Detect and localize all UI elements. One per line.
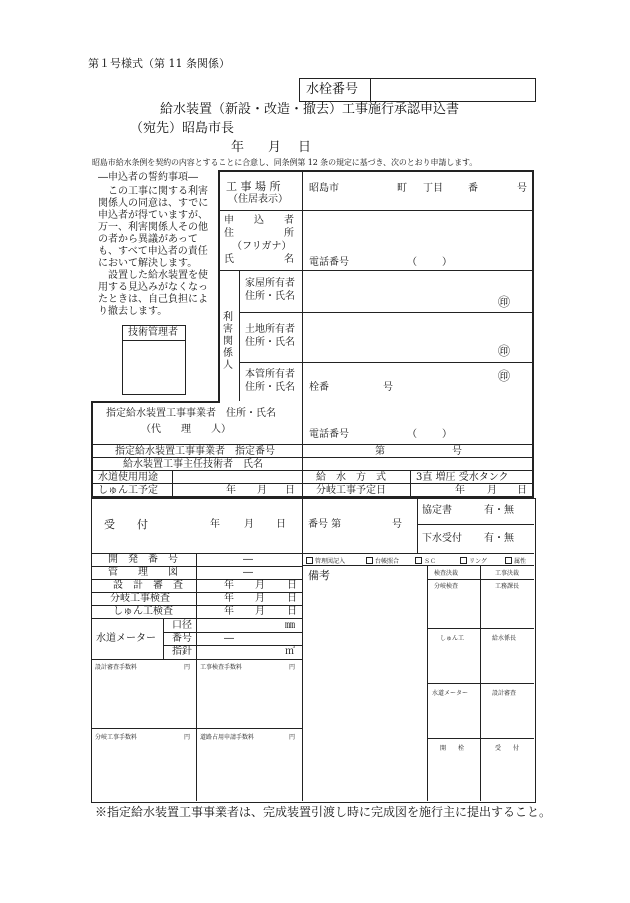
date-year: 年 — [231, 140, 245, 155]
agreement-value[interactable]: 有・無 — [484, 505, 514, 516]
seal-icon: ㊞ — [498, 369, 511, 383]
site-label-sub: （住居表示） — [228, 194, 288, 205]
water-use-label: 水道使用用途 — [98, 472, 158, 483]
page-title: 給水装置（新設・改造・撤去）工事施行承認申込書 — [160, 102, 460, 117]
map-label: 管 理 図 — [108, 567, 178, 578]
pledge-title: ―申込者の誓約事項― — [98, 172, 198, 183]
site-ban: 番 — [468, 183, 478, 194]
branch-date-label: 分岐工事予定日 — [316, 485, 386, 496]
checkbox-attr[interactable]: 属性 — [505, 557, 526, 565]
site-chome: 丁目 — [423, 183, 443, 194]
sewer-label: 下水受付 — [422, 533, 462, 544]
house-owner-sub: 住所・氏名 — [245, 291, 295, 302]
site-label: 工 事 場 所 — [226, 180, 281, 193]
branch-inspection-label: 分岐工事検査 — [110, 593, 170, 604]
completion-inspection-label: しゅん工検査 — [113, 606, 173, 617]
contractor-label: 指定給水装置工事事業者 住所・氏名 — [106, 408, 276, 419]
fee-design-label: 設計審査手数料 — [95, 664, 138, 671]
address-label: 住 所 — [224, 228, 294, 239]
suisen-box — [299, 78, 536, 102]
meter-number-label: 番号 — [172, 633, 192, 644]
date-month: 月 — [268, 140, 282, 155]
checkbox-ring[interactable]: リング — [460, 557, 487, 565]
stamp-label: 工事決裁 — [495, 570, 520, 577]
meter-label: 水道メーター — [96, 633, 156, 644]
land-owner-sub: 住所・氏名 — [245, 337, 295, 348]
designation-number-label: 指定給水装置工事事業者 指定番号 — [115, 446, 275, 457]
stamp-label: 給水係長 — [492, 635, 517, 642]
sen-ban-label: 栓番 — [309, 382, 329, 393]
footer-note: ※指定給水装置工事事業者は、完成装置引渡し時に完成図を施行主に提出すること。 — [95, 805, 552, 819]
meter-diameter-label: 口径 — [172, 620, 192, 631]
addressee: （宛先）昭島市長 — [130, 121, 235, 136]
site-go: 号 — [517, 183, 527, 194]
pipe-owner-label: 本管所有者 — [245, 369, 295, 380]
suisen-label: 水栓番号 — [306, 82, 359, 97]
seal-icon: ㊞ — [498, 344, 511, 358]
chief-engineer-label: 給水装置工事主任技術者 氏名 — [123, 459, 263, 470]
land-owner-label: 土地所有者 — [245, 324, 295, 335]
seal-icon: ㊞ — [498, 295, 511, 309]
tech-manager-box[interactable] — [122, 325, 186, 395]
supply-options: 3直 増圧 受水タンク — [416, 472, 509, 483]
site-cho: 町 — [397, 183, 407, 194]
checkbox-sc[interactable]: ＳＣ — [415, 557, 436, 565]
name-label: 氏 名 — [224, 254, 294, 265]
checkbox-map[interactable]: 管理図記入 — [306, 557, 345, 565]
reception-number-label: 番号 第 — [308, 519, 342, 530]
applicant-phone-label: 電話番号 — [309, 257, 349, 268]
contractor-agent-label: （代 理 人） — [141, 424, 231, 435]
furigana-label: （フリガナ） — [232, 241, 292, 252]
form-number: 第１号様式（第 11 条関係） — [88, 57, 230, 70]
stamp-label: しゅん工 — [440, 635, 465, 642]
meter-reading-label: 指針 — [172, 646, 192, 657]
completion-date-label: しゅん工予定 — [98, 485, 158, 496]
stamp-label: 分岐検査 — [434, 583, 459, 590]
stamp-label: 開 栓 — [440, 745, 465, 752]
date-day: 日 — [298, 140, 312, 155]
agreement-label: 協定書 — [422, 505, 452, 516]
pipe-owner-sub: 住所・氏名 — [245, 382, 295, 393]
supply-method-label: 給 水 方 式 — [316, 472, 386, 483]
stamp-label: 水道メーター — [432, 690, 469, 697]
dev-number-label: 開 発 番 号 — [108, 554, 178, 565]
remarks-label: 備考 — [308, 569, 330, 582]
applicant-label: 申 込 者 — [224, 215, 294, 226]
reception-label: 受 付 — [104, 518, 148, 531]
declaration-text: 昭島市給水条例を契約の内容とすることに合意し、同条例第 12 条の規定に基づき、次のとおり申請します。 — [92, 158, 478, 167]
stamp-label: 設計審査 — [492, 690, 517, 697]
house-owner-label: 家屋所有者 — [245, 278, 295, 289]
stamp-label: 検査決裁 — [434, 570, 459, 577]
checkbox-ledger[interactable]: 台帳照合 — [366, 557, 399, 565]
tech-manager-label: 技術管理者 — [128, 327, 178, 338]
stamp-label: 受 付 — [495, 745, 520, 752]
rigai-label: 利害関係人 — [223, 312, 233, 371]
fee-work-label: 工事検査手数料 — [200, 664, 243, 671]
sewer-value[interactable]: 有・無 — [484, 533, 514, 544]
site-city: 昭島市 — [309, 183, 339, 194]
design-review-label: 設 計 審 査 — [113, 580, 183, 591]
fee-road-label: 道路占用申請手数料 — [200, 734, 255, 741]
stamp-label: 工務課長 — [495, 583, 520, 590]
contractor-phone-label: 電話番号 — [309, 429, 349, 440]
fee-branch-label: 分岐工事手数料 — [95, 734, 138, 741]
office-section — [91, 498, 536, 803]
